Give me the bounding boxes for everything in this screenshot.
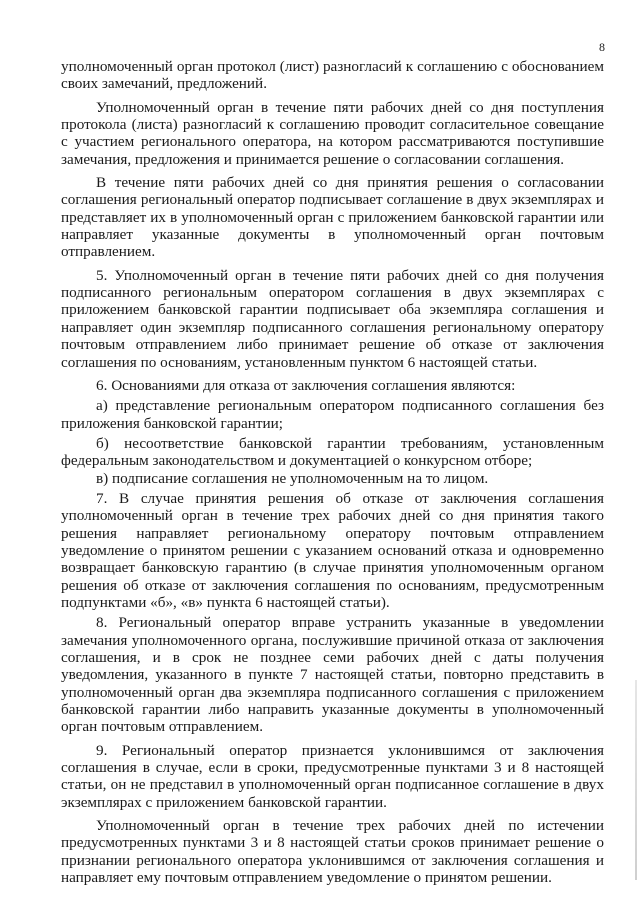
- paragraph-continuation: уполномоченный орган протокол (лист) разногласий к соглашению с обоснованием своих замечаний, предложений.: [61, 58, 604, 93]
- paragraph-item-6c: в) подписание соглашения не уполномоченным на то лицом.: [96, 469, 489, 487]
- paragraph-item-6: 6. Основаниями для отказа от заключения соглашения являются:: [96, 376, 516, 394]
- paragraph-item-9: 9. Региональный оператор признается уклонившимся от заключения соглашения в случае, если в сроки, предусмотренные пунктами 3 и 8 настоящей статьи, он не представил в уполномоченный орган подписанное соглашение в двух экземплярах с приложением банковской гарантии.: [61, 741, 604, 811]
- paragraph-item-7: 7. В случае принятия решения об отказе от заключения соглашения уполномоченный орган в течение трех рабочих дней со дня принятия такого решения направляет региональному оператору почтовым отправлением уведомление о принятом решении с указанием оснований отказа и одновременно возвращает банковскую гарантию (в случае принятия уполномоченным органом решения об отказе от заключения соглашения по основаниям, предусмотренным подпунктами «б», «в» пункта 6 настоящей статьи).: [61, 489, 604, 611]
- paragraph-item-8: 8. Региональный оператор вправе устранить указанные в уведомлении замечания уполномоченного органа, послужившие причиной отказа от заключения соглашения, и в срок не позднее семи рабочих дней с даты получения уведомления, указанного в пункте 7 настоящей статьи, повторно представить в уполномоченный орган два экземпляра подписанного соглашения с приложением банковской гарантии либо направить указанные документы в уполномоченный орган почтовым отправлением.: [61, 614, 604, 736]
- paragraph-item-6b: б) несоответствие банковской гарантии требованиям, установленным федеральным законодательством и документацией о конкурсном отборе;: [61, 434, 604, 470]
- page-number: 8: [599, 40, 605, 54]
- scan-edge-shadow: [635, 680, 637, 880]
- paragraph-conciliation-meeting: Уполномоченный орган в течение пяти рабочих дней со дня поступления протокола (листа) разногласий к соглашению проводит согласительное совещание с участием регионального оператора, на котором рассматриваются поступившие замечания, предложения и принимается решение о согласовании соглашения.: [61, 98, 604, 168]
- paragraph-item-5: 5. Уполномоченный орган в течение пяти рабочих дней со дня получения подписанного региональным оператором соглашения в двух экземплярах с приложением банковской гарантии подписывает оба экземпляра соглашения и направляет один экземпляр подписанного соглашения региональному оператору почтовым отправлением либо принимает решение об отказе от заключения соглашения по основаниям, установленным пунктом 6 настоящей статьи.: [61, 266, 604, 371]
- document-body: [61, 58, 604, 886]
- paragraph-item-6a: а) представление региональным оператором подписанного соглашения без приложения банковской гарантии;: [61, 397, 604, 432]
- paragraph-evasion-decision: Уполномоченный орган в течение трех рабочих дней по истечении предусмотренных пунктами 3 и 8 настоящей статьи сроков принимает решение о признании регионального оператора уклонившимся от заключения соглашения и направляет ему почтовым отправлением уведомление о принятом решении.: [61, 817, 604, 887]
- paragraph-signing-after-agreement: В течение пяти рабочих дней со дня принятия решения о согласовании соглашения региональный оператор подписывает соглашение в двух экземплярах и представляет их в уполномоченный орган с приложением банковской гарантии или направляет указанные документы в уполномоченный орган почтовым отправлением.: [61, 174, 604, 261]
